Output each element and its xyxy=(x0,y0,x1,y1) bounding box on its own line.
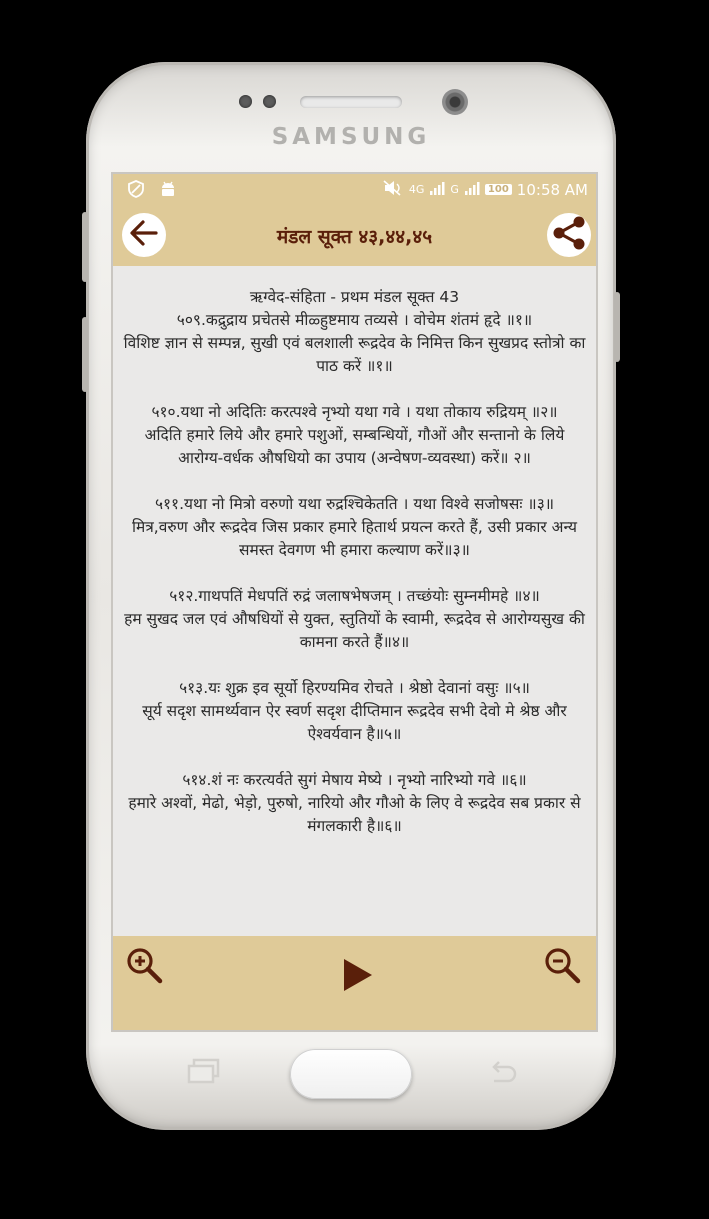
share-button[interactable] xyxy=(547,213,591,257)
verse-block xyxy=(121,585,588,654)
zoom-out-button[interactable] xyxy=(541,946,585,990)
zoom-in-icon xyxy=(125,946,165,990)
power-key[interactable] xyxy=(614,292,620,362)
verse-hindi: सूर्य सदृश सामर्थ्यवान ऐर स्वर्ण सदृश दीप्तिमान रूद्रदेव सभी देवो मे श्रेष्ठ और ऐश्वर्यवान है॥५॥ xyxy=(142,702,567,743)
android-icon xyxy=(159,180,177,202)
content-heading: ऋग्वेद-संहिता - प्रथम मंडल सूक्त 43 xyxy=(249,288,460,306)
back-key[interactable] xyxy=(484,1059,520,1091)
status-bar xyxy=(113,174,596,204)
verse-block xyxy=(121,493,588,562)
play-button[interactable] xyxy=(331,952,381,1002)
verse-spacer xyxy=(121,562,588,585)
screen xyxy=(111,172,598,1032)
verse-spacer xyxy=(121,654,588,677)
phone-frame xyxy=(86,62,616,1130)
battery-indicator: 100 xyxy=(485,184,512,195)
verse-sanskrit: ५११.यथा नो मित्रो वरुणो यथा रुद्रश्चिकेतति । यथा विश्वे सजोषसः ॥३॥ xyxy=(154,495,555,513)
verse-hindi: हमारे अश्वों, मेढो, भेड़ो, पुरुषो, नारियो और गौओ के लिए वे रूद्रदेव सब प्रकार से मंगलकारी है॥६॥ xyxy=(128,794,581,835)
vpn-shield-icon xyxy=(127,180,145,202)
status-time: 10:58 AM xyxy=(516,180,588,199)
home-key[interactable] xyxy=(290,1049,412,1099)
app-bar xyxy=(113,204,596,266)
verse-sanskrit: ५०९.कद्रुद्राय प्रचेतसे मीळ्हुष्टमाय तव्यसे । वोचेम शंतमं हृदे ॥१॥ xyxy=(176,311,533,329)
recent-apps-icon xyxy=(186,1070,222,1089)
verse-sanskrit: ५१४.शं नः करत्यर्वते सुगं मेषाय मेष्ये । नृभ्यो नारिभ्यो गवे ॥६॥ xyxy=(182,771,527,789)
play-icon xyxy=(336,955,376,999)
volume-key[interactable] xyxy=(82,212,88,282)
verse-sanskrit: ५१०.यथा नो अदितिः करत्पश्वे नृभ्यो यथा गवे । यथा तोकाय रुद्रियम् ॥२॥ xyxy=(151,403,558,421)
verse-hindi: अदिति हमारे लिये और हमारे पशुओं, सम्बन्धियों, गौओं और सन्तानो के लिये आरोग्य-वर्धक औषधियो का उपाय (अन्वेषण-व्यवस्था) करें॥ २॥ xyxy=(144,426,565,467)
status-right-group xyxy=(382,180,588,199)
verse-hindi: विशिष्ट ज्ञान से सम्पन्न, सुखी एवं बलशाली रूद्रदेव के निमित्त किन सुखप्रद स्तोत्रो का पाठ करें ॥१॥ xyxy=(123,334,586,375)
verse-list xyxy=(121,309,588,838)
back-button[interactable] xyxy=(122,213,166,257)
mute-icon xyxy=(382,180,404,199)
verse-hindi: मित्र,वरुण और रूद्रदेव जिस प्रकार हमारे हितार्थ प्रयत्न करते हैं, उसी प्रकार अन्य समस्त देवगण भी हमारा कल्याण करें॥३॥ xyxy=(131,518,578,559)
back-arrow-icon xyxy=(127,216,161,254)
verse-block xyxy=(121,401,588,470)
verse-spacer xyxy=(121,746,588,769)
bixby-key[interactable] xyxy=(82,317,88,392)
verse-hindi: हम सुखद जल एवं औषधियों से युक्त, स्तुतियों के स्वामी, रूद्रदेव से आरोग्यसुख की कामना करते हैं॥४॥ xyxy=(124,610,585,651)
4g-label: 4G xyxy=(408,183,425,196)
zoom-in-button[interactable] xyxy=(123,946,167,990)
brand-logo: SAMSUNG xyxy=(271,124,431,150)
back-key-icon xyxy=(484,1072,520,1091)
verse-block xyxy=(121,769,588,838)
proximity-sensor xyxy=(239,95,252,108)
earpiece-speaker xyxy=(300,96,402,108)
share-icon xyxy=(550,214,588,256)
recent-apps-key[interactable] xyxy=(186,1057,222,1089)
g-label: G xyxy=(450,183,459,196)
verse-spacer xyxy=(121,470,588,493)
verse-content[interactable] xyxy=(121,266,588,936)
front-camera xyxy=(442,89,468,115)
g-signal-icon xyxy=(464,181,480,198)
verse-sanskrit: ५१३.यः शुक्र इव सूर्यो हिरण्यमिव रोचते । श्रेष्ठो देवानां वसुः ॥५॥ xyxy=(179,679,530,697)
verse-block xyxy=(121,677,588,746)
light-sensor xyxy=(263,95,276,108)
verse-block xyxy=(121,309,588,378)
signal-icon xyxy=(429,181,445,198)
verse-sanskrit: ५१२.गाथपतिं मेधपतिं रुद्रं जलाषभेषजम् । तच्छंयोः सुम्नमीमहे ॥४॥ xyxy=(169,587,540,605)
bottom-bar xyxy=(113,936,596,1030)
page-title: मंडल सूक्त ४३,४४,४५ xyxy=(276,226,433,248)
verse-spacer xyxy=(121,378,588,401)
zoom-out-icon xyxy=(543,946,583,990)
